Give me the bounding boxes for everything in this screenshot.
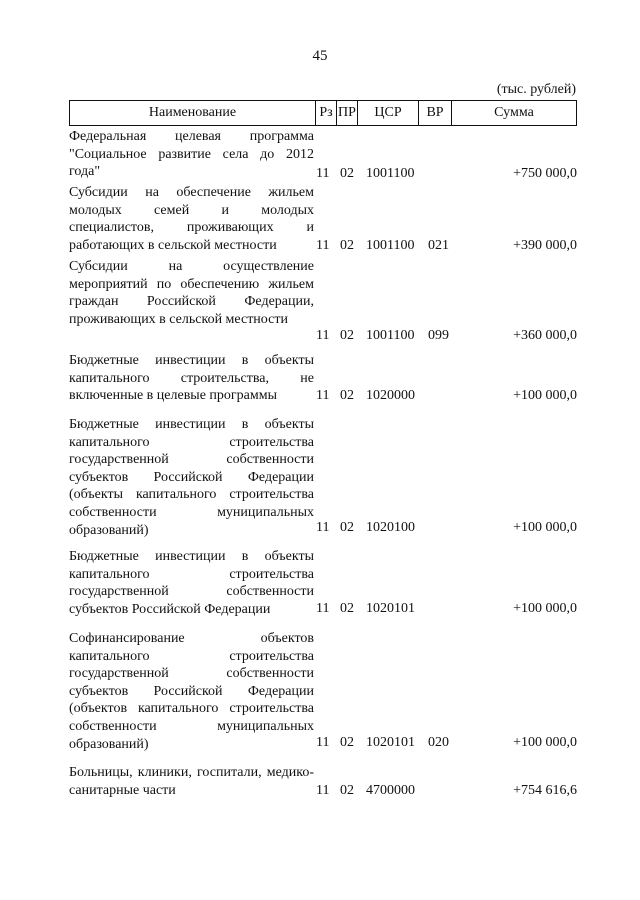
row-sum: +360 000,0 — [513, 328, 577, 343]
table-row — [69, 630, 577, 754]
row-rz: 11 — [316, 166, 330, 181]
table-row — [69, 416, 577, 540]
table-row — [69, 258, 577, 348]
row-name: Софинансирование объектов капитального строительства государственной собственности субъектов Российской Федерации (объектов капитального строительства собственности муниципальных образований) — [69, 631, 314, 752]
header-sum: Сумма — [494, 105, 534, 120]
row-csr: 4700000 — [366, 783, 415, 798]
header-rz: Рз — [316, 101, 337, 125]
row-name: Бюджетные инвестиции в объекты капитального строительства, не включенные в целевые программы — [69, 353, 314, 404]
header-name: Наименование — [70, 101, 316, 125]
row-name: Больницы, клиники, госпитали, медико-санитарные части — [69, 765, 314, 798]
header-csr: ЦСР — [358, 101, 419, 125]
row-pr: 02 — [340, 783, 354, 798]
row-pr: 02 — [340, 388, 354, 403]
header-vr: ВР — [419, 101, 452, 125]
table-row — [69, 352, 577, 406]
row-pr: 02 — [340, 166, 354, 181]
row-rz: 11 — [316, 601, 330, 616]
row-sum: +754 616,6 — [513, 783, 577, 798]
row-rz: 11 — [316, 735, 330, 750]
row-pr: 02 — [340, 328, 354, 343]
row-vr: 020 — [428, 735, 449, 750]
row-pr: 02 — [340, 520, 354, 535]
row-sum: +100 000,0 — [513, 520, 577, 535]
row-rz: 11 — [316, 783, 330, 798]
row-sum: +100 000,0 — [513, 601, 577, 616]
units-label: (тыс. рублей) — [496, 82, 576, 97]
row-vr: 099 — [428, 328, 449, 343]
row-rz: 11 — [316, 328, 330, 343]
row-pr: 02 — [340, 601, 354, 616]
row-rz: 11 — [316, 520, 330, 535]
row-name: Бюджетные инвестиции в объекты капитального строительства государственной собственности субъектов Российской Федерации (объекты капитального строительства собственности муниципальных образований) — [69, 417, 314, 538]
row-csr: 1020101 — [366, 601, 415, 616]
table-header — [69, 100, 577, 126]
row-pr: 02 — [340, 735, 354, 750]
table-row — [69, 184, 577, 256]
row-pr: 02 — [340, 238, 354, 253]
row-csr: 1001100 — [366, 328, 415, 343]
page-number: 45 — [312, 48, 328, 64]
row-csr: 1020100 — [366, 520, 415, 535]
header-pr: ПР — [337, 101, 358, 125]
row-sum: +100 000,0 — [513, 735, 577, 750]
row-name: Субсидии на обеспечение жильем молодых семей и молодых специалистов, проживающих и работающих в сельской местности — [69, 185, 314, 253]
row-sum: +100 000,0 — [513, 388, 577, 403]
row-sum: +390 000,0 — [513, 238, 577, 253]
row-csr: 1001100 — [366, 238, 415, 253]
row-sum: +750 000,0 — [513, 166, 577, 181]
row-vr: 021 — [428, 238, 449, 253]
row-csr: 1020101 — [366, 735, 415, 750]
table-row — [69, 128, 577, 182]
table-row — [69, 548, 577, 620]
row-csr: 1001100 — [366, 166, 415, 181]
table-row — [69, 764, 577, 804]
row-name: Бюджетные инвестиции в объекты капитального строительства государственной собственности субъектов Российской Федерации — [69, 549, 314, 617]
row-name: Федеральная целевая программа "Социальное развитие села до 2012 года" — [69, 129, 314, 180]
row-rz: 11 — [316, 388, 330, 403]
row-rz: 11 — [316, 238, 330, 253]
row-name: Субсидии на осуществление мероприятий по обеспечению жильем граждан Российской Федерации, проживающих в сельской местности — [69, 259, 314, 327]
row-csr: 1020000 — [366, 388, 415, 403]
